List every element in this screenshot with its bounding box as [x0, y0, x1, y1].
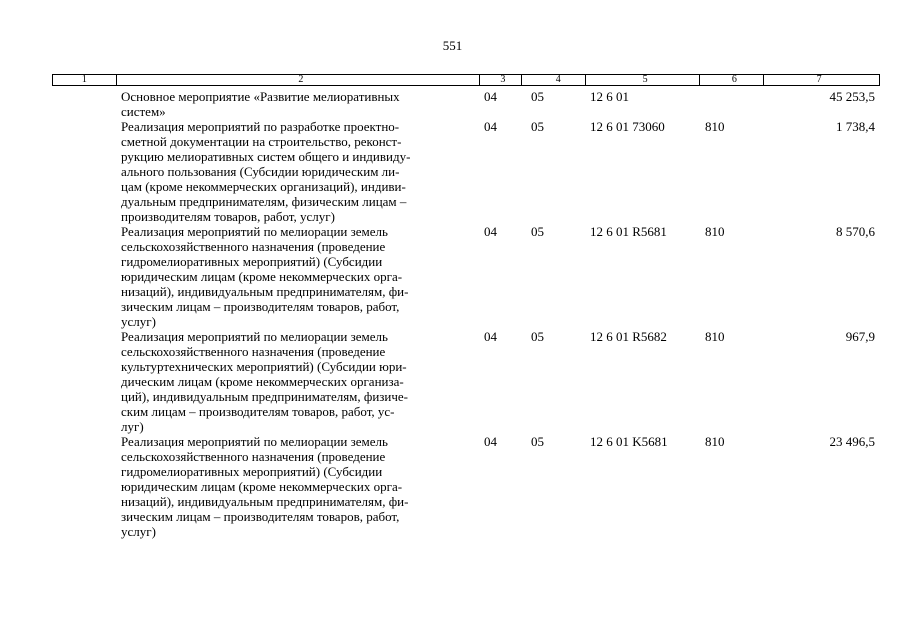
amount-cell: 45 253,5	[829, 89, 875, 104]
page-number: 551	[442, 38, 463, 53]
section-code-cell: 04	[484, 89, 497, 104]
table-row	[52, 119, 880, 224]
row-name-line: юридическим лицам (кроме некоммерческих орга-	[121, 479, 403, 494]
section-code-cell: 04	[484, 329, 497, 344]
row-name-line: цам (кроме некоммерческих организаций), индиви-	[121, 179, 406, 194]
row-name-cell	[115, 224, 479, 329]
column-header-2: 2	[116, 75, 479, 85]
column-header-5: 5	[585, 75, 700, 85]
target-article-cell: 12 6 01 73060	[590, 119, 665, 134]
row-name-line: ским лицам – производителям товаров, работ, ус-	[121, 404, 395, 419]
amount-cell: 1 738,4	[836, 119, 875, 134]
row-number-cell	[52, 119, 115, 224]
row-name-line: систем»	[121, 104, 166, 119]
table-row	[52, 329, 880, 434]
subsection-code-cell: 05	[531, 329, 544, 344]
row-name-line: дическим лицам (кроме некоммерческих организа-	[121, 374, 404, 389]
row-number-cell	[52, 89, 115, 119]
expense-type-cell: 810	[705, 329, 725, 344]
table-row	[52, 89, 880, 119]
row-name-line: низаций), индивидуальным предпринимателям, фи-	[121, 284, 409, 299]
row-name-line: услуг)	[121, 524, 156, 539]
subsection-code-cell: 05	[531, 434, 544, 449]
row-name-line: гидромелиоративных мероприятий) (Субсидии	[121, 254, 383, 269]
column-header-7: 7	[763, 75, 879, 85]
row-name-cell	[115, 434, 479, 539]
row-name-line: сметной документации на строительство, реконст-	[121, 134, 402, 149]
row-name-cell	[115, 119, 479, 224]
row-name-line: сельскохозяйственного назначения (проведение	[121, 344, 386, 359]
row-number-cell	[52, 434, 115, 539]
subsection-code-cell: 05	[531, 224, 544, 239]
row-name-line: Реализация мероприятий по разработке проектно-	[121, 119, 400, 134]
row-name-line: низаций), индивидуальным предпринимателям, фи-	[121, 494, 409, 509]
expense-type-cell: 810	[705, 224, 725, 239]
row-name-line: культуртехнических мероприятий) (Субсидии юри-	[121, 359, 407, 374]
column-header-3: 3	[479, 75, 521, 85]
column-header-4: 4	[521, 75, 585, 85]
row-name-line: услуг)	[121, 314, 156, 329]
row-name-line: сельскохозяйственного назначения (проведение	[121, 449, 386, 464]
row-name-line: зическим лицам – производителям товаров, работ,	[121, 509, 400, 524]
row-number-cell	[52, 224, 115, 329]
section-code-cell: 04	[484, 224, 497, 239]
expense-type-cell: 810	[705, 119, 725, 134]
target-article-cell: 12 6 01 K5681	[590, 434, 668, 449]
row-name-line: ций), индивидуальным предпринимателям, физиче-	[121, 389, 409, 404]
column-header-6: 6	[699, 75, 763, 85]
target-article-cell: 12 6 01 R5681	[590, 224, 667, 239]
target-article-cell: 12 6 01 R5682	[590, 329, 667, 344]
row-name-line: Реализация мероприятий по мелиорации земель	[121, 434, 388, 449]
row-name-line: рукцию мелиоративных систем общего и индивиду-	[121, 149, 411, 164]
amount-cell: 23 496,5	[829, 434, 875, 449]
column-header-1: 1	[81, 74, 87, 85]
table-header	[52, 74, 880, 86]
row-name-line: дуальным предпринимателям, физическим лицам –	[121, 194, 407, 209]
row-name-line: зическим лицам – производителям товаров, работ,	[121, 299, 400, 314]
amount-cell: 967,9	[845, 329, 875, 344]
subsection-code-cell: 05	[531, 119, 544, 134]
row-name-line: Реализация мероприятий по мелиорации земель	[121, 224, 388, 239]
amount-cell: 8 570,6	[836, 224, 875, 239]
row-name-cell	[115, 89, 479, 119]
target-article-cell: 12 6 01	[590, 89, 629, 104]
table-row	[52, 434, 880, 539]
section-code-cell: 04	[484, 119, 497, 134]
row-name-line: гидромелиоративных мероприятий) (Субсидии	[121, 464, 383, 479]
row-number-cell	[52, 329, 115, 434]
row-name-line: производителям товаров, работ, услуг)	[121, 209, 335, 224]
section-code-cell: 04	[484, 434, 497, 449]
row-name-line: Основное мероприятие «Развитие мелиоративных	[121, 89, 400, 104]
row-name-line: ального пользования (Субсидии юридическим ли-	[121, 164, 400, 179]
expense-type-cell: 810	[705, 434, 725, 449]
table-body	[52, 89, 880, 539]
row-name-line: сельскохозяйственного назначения (проведение	[121, 239, 386, 254]
table-row	[52, 224, 880, 329]
row-name-line: Реализация мероприятий по мелиорации земель	[121, 329, 388, 344]
expense-type-cell	[700, 89, 764, 119]
row-name-line: юридическим лицам (кроме некоммерческих орга-	[121, 269, 403, 284]
row-name-cell	[115, 329, 479, 434]
row-name-line: луг)	[121, 419, 144, 434]
subsection-code-cell: 05	[531, 89, 544, 104]
